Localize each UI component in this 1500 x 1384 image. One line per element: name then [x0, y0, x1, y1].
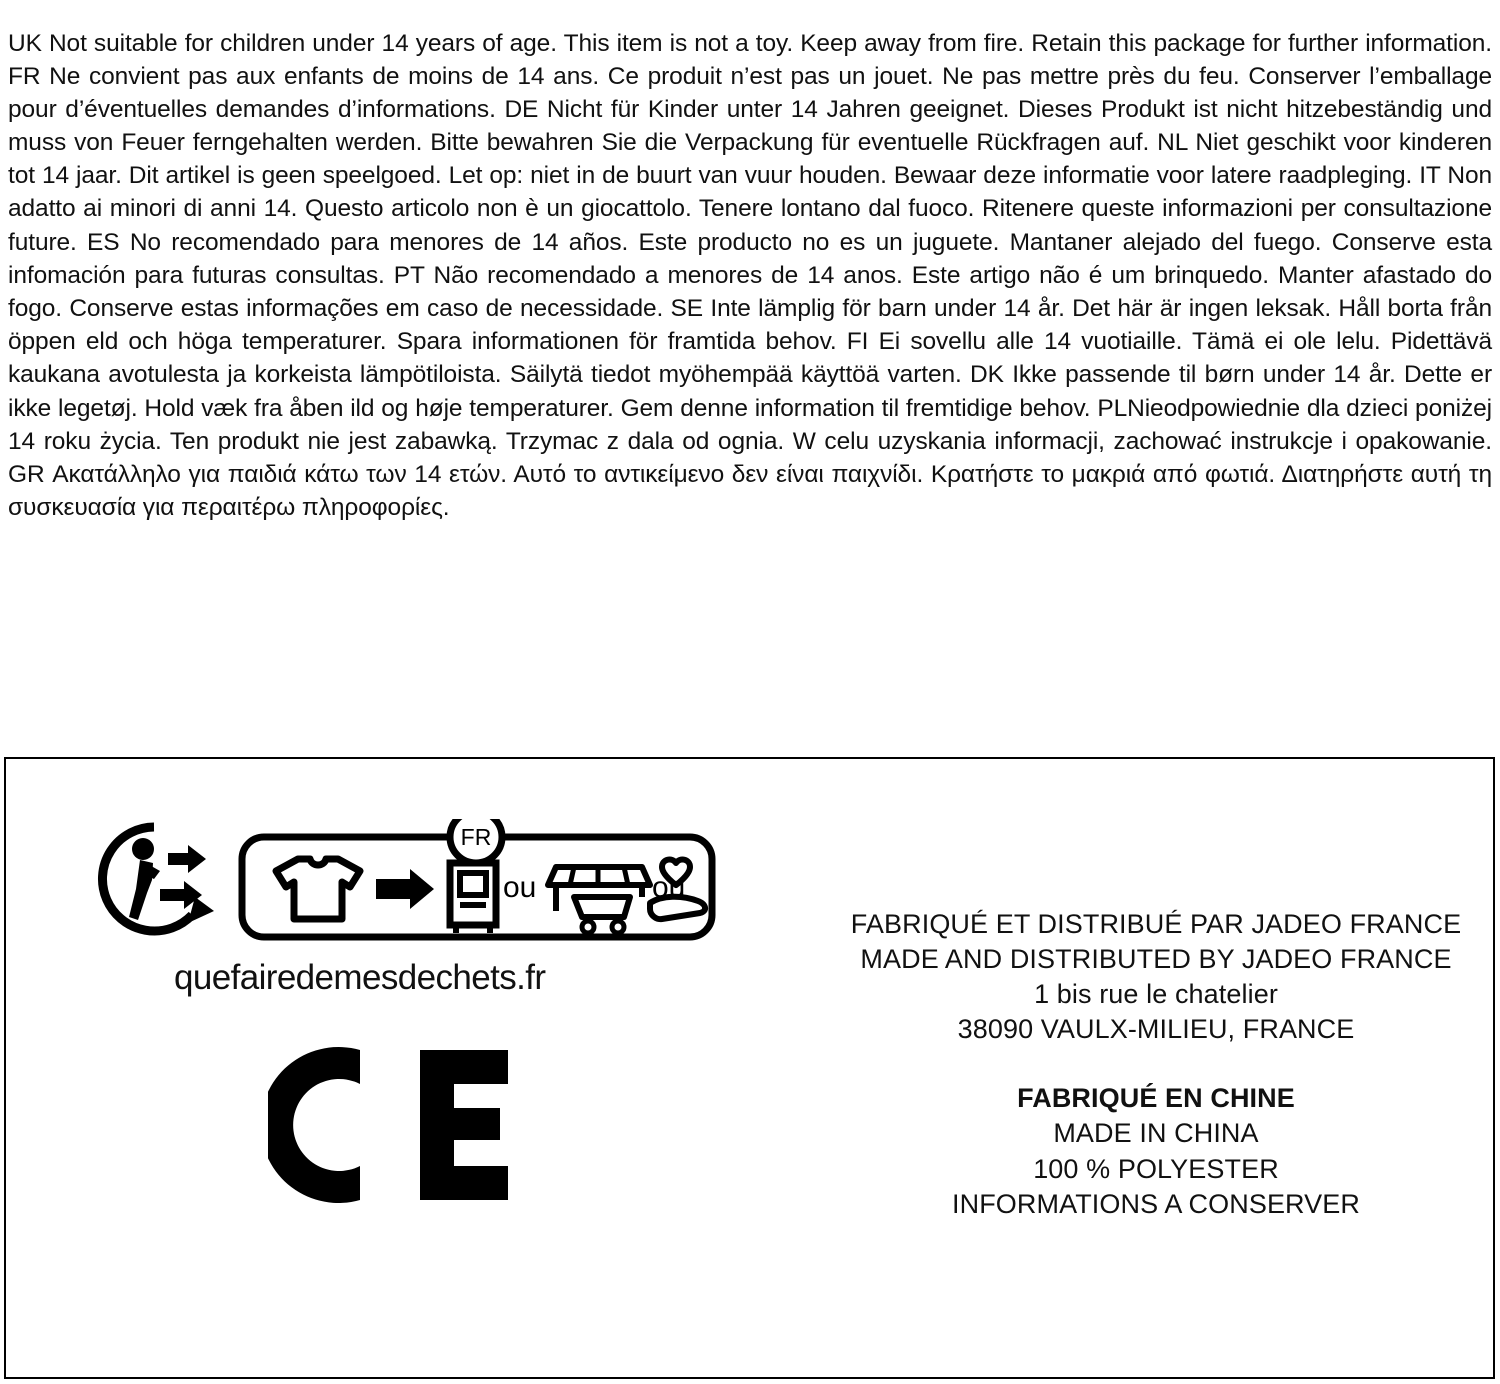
manufacturer-address-city: 38090 VAULX-MILIEU, FRANCE — [957, 1014, 1355, 1045]
svg-text:FR: FR — [460, 824, 492, 850]
warning-text-block — [8, 2, 1492, 549]
textile-disposal-icon — [238, 819, 718, 946]
manufacturer-line-1: FABRIQUÉ ET DISTRIBUÉ PAR JADEO FRANCE — [850, 909, 1462, 939]
separator-label-2: ou — [652, 871, 686, 904]
quefairedemesdechets-url: quefairedemesdechets.fr — [174, 958, 546, 997]
multilingual-warning-text: UK Not suitable for children under 14 years of age. This item is not a toy. Keep away from fire. Retain this package for further information. FR Ne convient pas aux enfants de moins de 14 ans. Ce produit n’est pas un jouet. Ne pas mettre près du feu. Conserver l’emballage pour d’éventuelles demandes d’informations. DE Nicht für Kinder unter 14 Jahren geeignet. Dieses Produkt ist nicht hitzebeständig und muss von Feuer ferngehalten werden. Bitte bewahren Sie die Verpackung für eventuelle Rückfragen auf. NL Niet geschikt voor kinderen tot 14 jaar. Dit artikel is geen speelgoed. Let op: niet in de buurt van vuur houden. Bewaar deze informatie voor latere raadpleging. IT Non adatto ai minori di anni 14. Questo articolo non è un giocattolo. Tenere lontano dal fuoco. Ritenere queste informazioni per consultazione future. ES No recomendado para menores de 14 años. Este producto no es un juguete. Mantaner alejado del fuego. Conserve esta infomación para futuras consultas. PT Não recomendado a menores de 14 anos. Este artigo não é um brinquedo. Manter afastado do fogo. Conserve estas informações em caso de necessidade. SE Inte lämplig för barn under 14 år. Det här är ingen leksak. Håll borta från öppen eld och höga temperaturer. Spara informationen för framtida behov. FI Ei sovellu alle 14 vuotiaille. Tämä ei ole lelu. Pidettävä kaukana avotulesta ja korkeista lämpötiloista. Säilytä tiedot myöhempää käyttöä varten. DK Ikke passende til børn under 14 år. Dette er ikke legetøj. Hold væk fra åben ild og høje temperaturer. Gem denne information til fremtidige behov. PLNieodpowiednie dla dzieci poniżej 14 roku życia. Ten produkt nie jest zabawką. Trzymac z dala od ognia. W celu uzyskania informacji, zachować instrukcje i opakowanie. GR Ακατάλληλο για παιδιά κάτω των 14 ετών. Αυτό το αντικείμενο δεν είναι παιχνίδι. Κρατήστε το μακριά από φωτιά. Διατηρήστε αυτή τη συσκευασία για περαιτέρω πληροφορίες. — [8, 29, 1492, 522]
composition: 100 % POLYESTER — [1033, 1153, 1279, 1184]
manufacturer-address-street: 1 bis rue le chatelier — [1034, 979, 1278, 1010]
ce-mark-icon — [268, 1040, 736, 1215]
triman-icon — [96, 819, 226, 944]
separator-label-1: ou — [503, 871, 537, 904]
origin-fr: FABRIQUÉ EN CHINE — [1017, 1083, 1295, 1114]
manufacturer-line-2: MADE AND DISTRIBUTED BY JADEO FRANCE — [860, 944, 1452, 975]
keep-information-notice: INFORMATIONS A CONSERVER — [952, 1188, 1360, 1219]
triman-logo-row — [96, 819, 736, 946]
manufacturer-column — [846, 907, 1466, 1222]
recycling-column — [96, 819, 736, 1215]
origin-en: MADE IN CHINA — [1053, 1118, 1259, 1149]
info-panel — [4, 757, 1495, 1379]
